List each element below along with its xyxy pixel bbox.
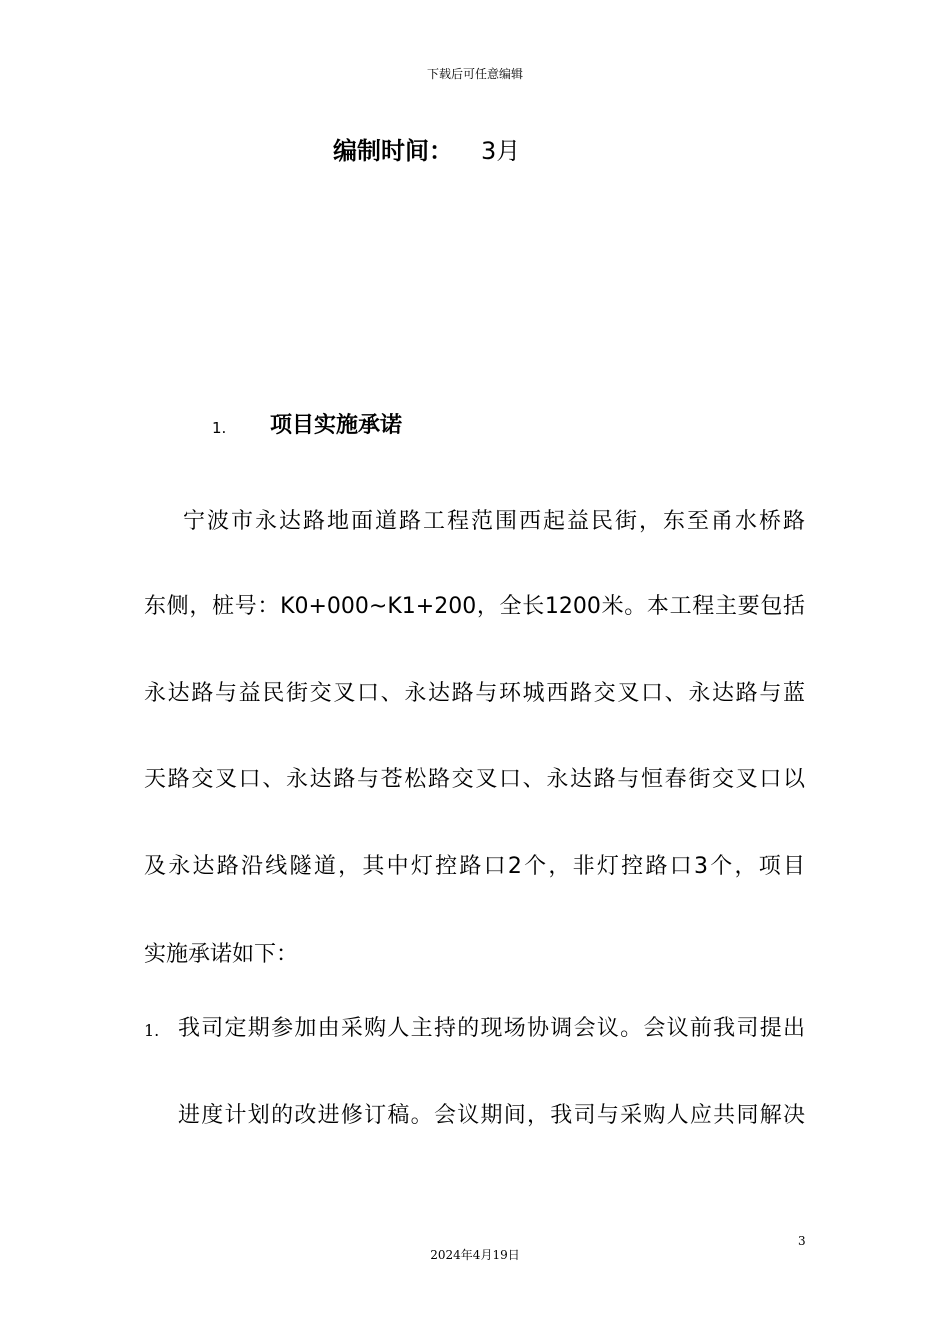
- page-number: 3: [798, 1234, 806, 1248]
- paragraph-line: 实施承诺如下：: [144, 942, 299, 967]
- list-item-line: 我司定期参加由采购人主持的现场协调会议。会议前我司提出: [178, 1016, 805, 1041]
- footer-date: 2024年4月19日: [430, 1248, 520, 1262]
- compile-time: [333, 134, 520, 168]
- header-note: 下载后可任意编辑: [426, 67, 523, 81]
- paragraph-line: 天路交叉口、永达路与苍松路交叉口、永达路与恒春街交叉口以: [144, 767, 805, 792]
- compile-time-month: 3月: [481, 137, 521, 165]
- paragraph-line: 永达路与益民街交叉口、永达路与环城西路交叉口、永达路与蓝: [144, 681, 805, 706]
- paragraph-line: 及永达路沿线隧道，其中灯控路口2个，非灯控路口3个，项目: [144, 854, 805, 879]
- section-number: 1.: [212, 419, 227, 437]
- paragraph-line: 东侧，桩号：K0+000~K1+200，全长1200米。本工程主要包括: [144, 594, 805, 619]
- list-item-line: 进度计划的改进修订稿。会议期间，我司与采购人应共同解决: [178, 1103, 805, 1128]
- list-item-number: 1.: [144, 1021, 160, 1040]
- compile-time-label: 编制时间：: [333, 137, 453, 165]
- paragraph-line: 宁波市永达路地面道路工程范围西起益民街，东至甬水桥路: [183, 509, 805, 534]
- section-title: 项目实施承诺: [270, 413, 403, 438]
